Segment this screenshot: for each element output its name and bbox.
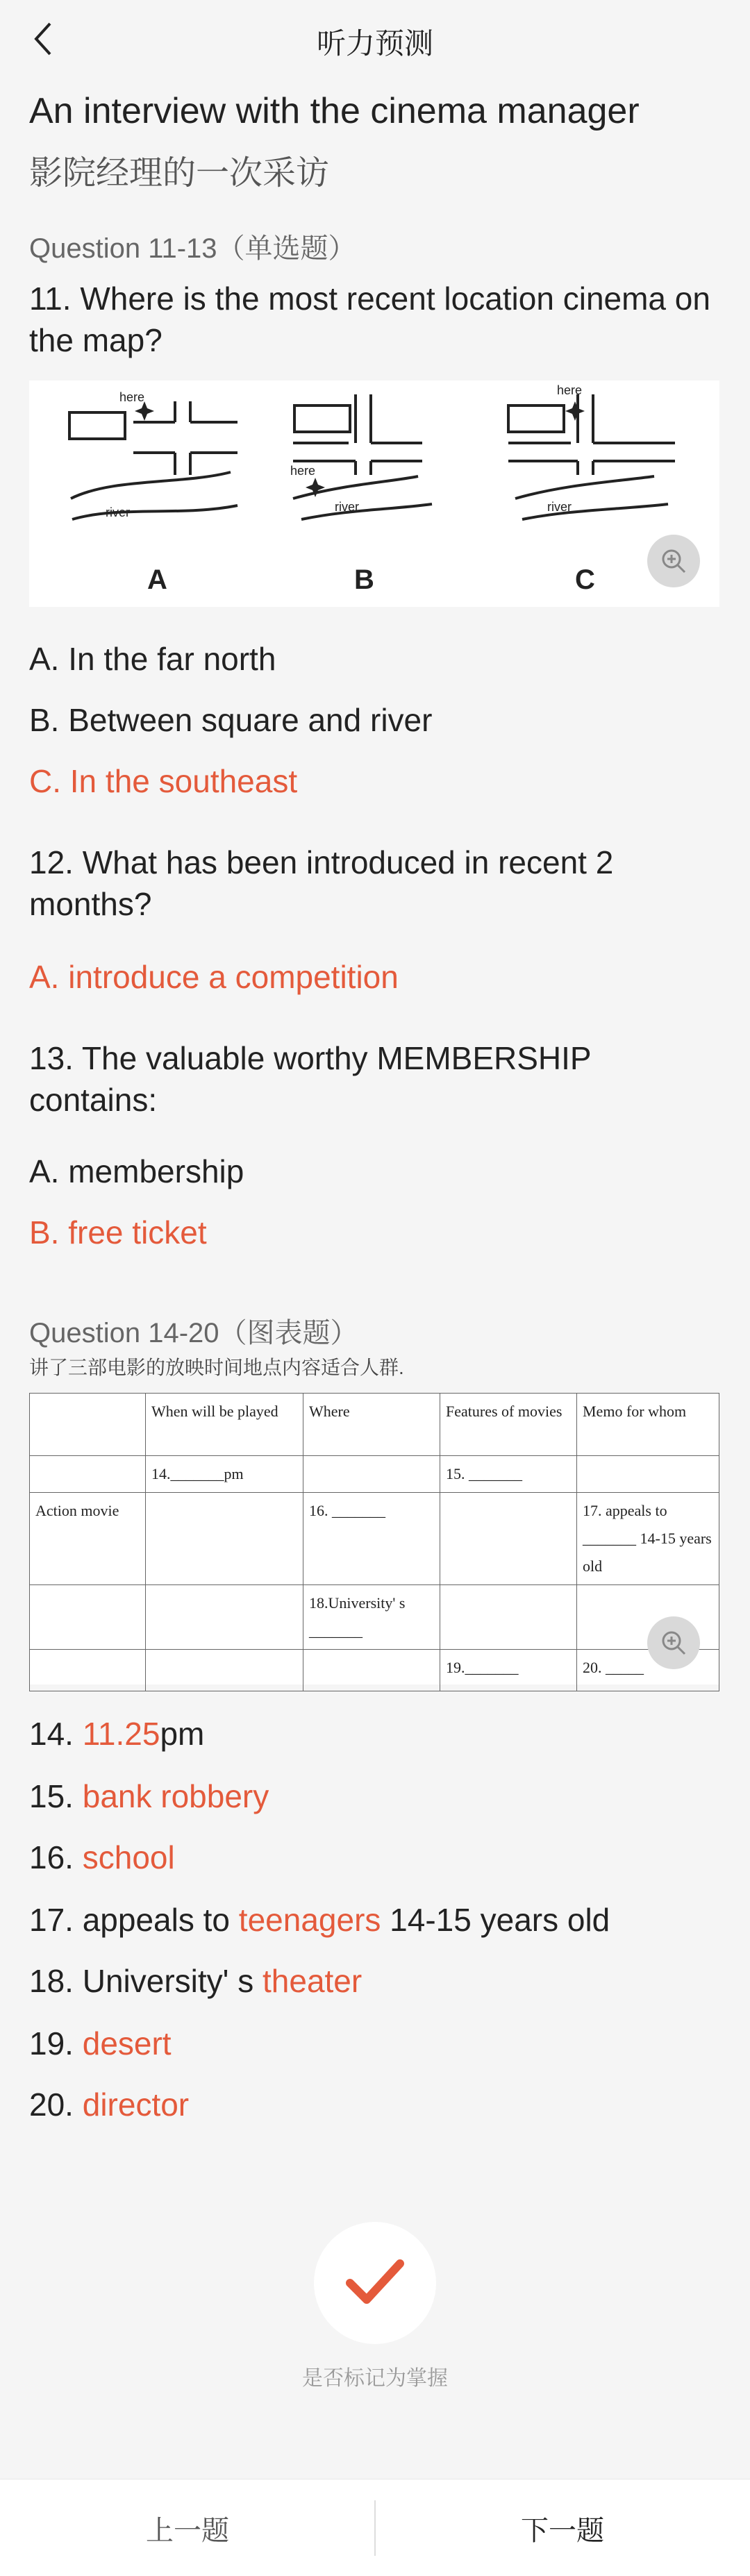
map-b-river-label: river xyxy=(335,500,359,514)
mark-mastered-label: 是否标记为掌握 xyxy=(302,2367,448,2390)
movie-table xyxy=(29,1393,719,1691)
answer-18 xyxy=(29,1962,362,2000)
answer-16 xyxy=(29,1839,175,1876)
lesson-title-en: An interview with the cinema manager xyxy=(29,91,640,131)
page-title: 听力预测 xyxy=(316,27,433,60)
answer-suffix: 14-15 years old xyxy=(381,1902,610,1938)
table-cell: 18.University' s _______ xyxy=(303,1585,440,1650)
section-note: 讲了三部电影的放映时间地点内容适合人群. xyxy=(29,1357,404,1378)
answer-value: director xyxy=(82,2086,190,2123)
table-cell: 19._______ xyxy=(440,1650,577,1691)
answer-value: theater xyxy=(262,1963,362,1999)
answer-prefix: 17. appeals to xyxy=(29,1902,239,1938)
answer-prefix: 18. University' s xyxy=(29,1963,262,1999)
answer-20 xyxy=(29,2086,189,2123)
answer-17 xyxy=(29,1901,610,1939)
table-header: Features of movies xyxy=(440,1394,577,1456)
prev-question-button[interactable]: 上一题 xyxy=(146,2516,229,2546)
question-14-20-table-image[interactable] xyxy=(29,1393,719,1684)
top-bar xyxy=(0,0,750,83)
q11-option-a[interactable]: A. In the far north xyxy=(29,641,276,677)
answer-prefix: 16. xyxy=(29,1839,83,1875)
answer-15 xyxy=(29,1778,269,1815)
map-b-caption: B xyxy=(354,564,374,595)
question-13-text: 13. The valuable worthy MEMBERSHIP contains: xyxy=(29,1040,591,1118)
answer-value: teenagers xyxy=(238,1902,381,1938)
answer-prefix: 14. xyxy=(29,1716,83,1752)
map-c-here-label: here xyxy=(557,383,583,397)
q13-option-b[interactable]: B. free ticket xyxy=(29,1214,207,1251)
table-cell: Action movie xyxy=(30,1493,146,1585)
lesson-title-cn: 影院经理的一次采访 xyxy=(29,155,330,192)
table-header xyxy=(30,1394,146,1456)
table-cell: 16. _______ xyxy=(303,1493,440,1585)
answer-value: bank robbery xyxy=(82,1778,269,1814)
answer-19 xyxy=(29,2025,172,2062)
map-b-here-label: here xyxy=(290,464,316,478)
table-cell xyxy=(303,1650,440,1691)
q11-option-c[interactable]: C. In the southeast xyxy=(29,763,298,799)
q11-option-b[interactable]: B. Between square and river xyxy=(29,702,433,738)
table-cell xyxy=(577,1456,719,1493)
table-header: Where xyxy=(303,1394,440,1456)
section-heading-single-choice: Question 11-13（单选题） xyxy=(29,233,356,264)
answer-prefix: 19. xyxy=(29,2025,83,2061)
map-c-caption: C xyxy=(575,564,595,595)
question-12-text: 12. What has been introduced in recent 2 months? xyxy=(29,844,614,922)
zoom-in-icon[interactable] xyxy=(647,1616,700,1669)
map-a-caption: A xyxy=(147,564,167,595)
next-question-button[interactable]: 下一题 xyxy=(521,2516,604,2546)
table-cell xyxy=(146,1585,303,1650)
bottom-nav xyxy=(0,2479,750,2576)
map-c-river-label: river xyxy=(547,500,572,514)
table-cell: 15. _______ xyxy=(440,1456,577,1493)
mark-mastered-button[interactable] xyxy=(314,2222,436,2344)
zoom-in-icon[interactable] xyxy=(647,535,700,587)
table-cell xyxy=(30,1585,146,1650)
table-cell xyxy=(146,1650,303,1691)
table-header: When will be played xyxy=(146,1394,303,1456)
q13-option-a[interactable]: A. membership xyxy=(29,1153,244,1189)
answer-value: school xyxy=(82,1839,175,1875)
question-11-map-image[interactable] xyxy=(29,380,719,607)
table-cell xyxy=(146,1493,303,1585)
answer-suffix: pm xyxy=(160,1716,205,1752)
answer-prefix: 15. xyxy=(29,1778,83,1814)
table-cell xyxy=(30,1456,146,1493)
question-11-text: 11. Where is the most recent location cinema on the map? xyxy=(29,281,710,358)
answer-value: desert xyxy=(82,2025,172,2061)
answer-14 xyxy=(29,1715,204,1753)
table-cell xyxy=(30,1650,146,1691)
answer-prefix: 20. xyxy=(29,2086,83,2123)
q12-option-a[interactable]: A. introduce a competition xyxy=(29,959,399,995)
section-heading-table: Question 14-20（图表题） xyxy=(29,1318,358,1348)
map-a-here-label: here xyxy=(119,390,145,404)
table-cell xyxy=(303,1456,440,1493)
table-cell xyxy=(440,1585,577,1650)
table-cell: 14._______pm xyxy=(146,1456,303,1493)
map-a-river-label: river xyxy=(106,505,130,519)
table-cell: 20. _____ xyxy=(577,1650,719,1691)
table-cell: 17. appeals to _______ 14-15 years old xyxy=(577,1493,719,1585)
answer-value: 11.25 xyxy=(82,1716,160,1752)
table-cell xyxy=(440,1493,577,1585)
table-header: Memo for whom xyxy=(577,1394,719,1456)
